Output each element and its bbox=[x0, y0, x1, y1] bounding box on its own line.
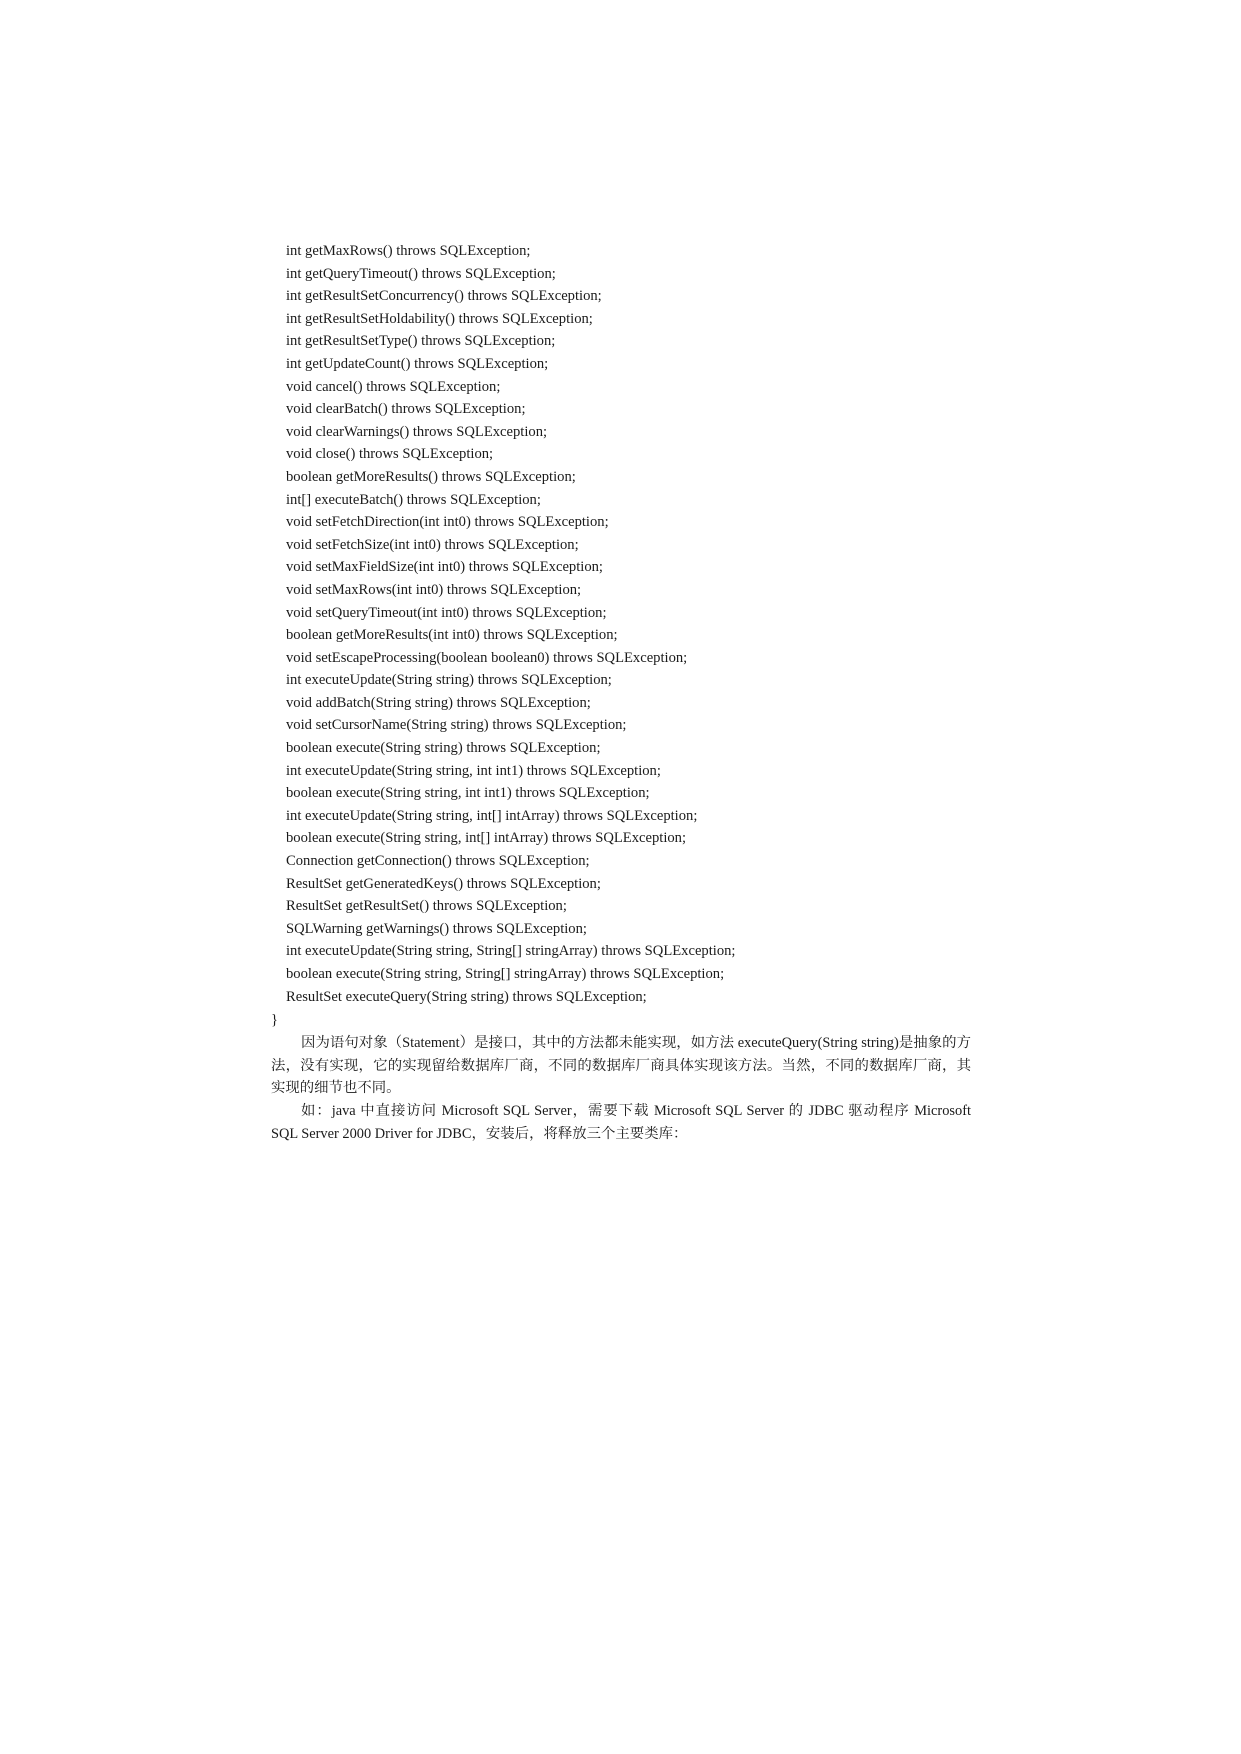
code-line: void cancel() throws SQLException; bbox=[286, 378, 501, 395]
code-line: void addBatch(String string) throws SQLException; bbox=[286, 694, 591, 711]
code-line: void close() throws SQLException; bbox=[286, 446, 494, 463]
body-paragraph: 如：java 中直接访问 Microsoft SQL Server，需要下载 Microsoft SQL Server 的 JDBC 驱动程序 Microsoft SQL Server 2000 Driver for JDBC，安装后，将释放三个主要类库： bbox=[271, 1103, 971, 1142]
code-line: void clearWarnings() throws SQLException; bbox=[286, 423, 548, 440]
code-line: void setFetchSize(int int0) throws SQLException; bbox=[286, 536, 579, 553]
code-line: int executeUpdate(String string, int[] intArray) throws SQLException; bbox=[286, 807, 698, 824]
code-line: void setMaxRows(int int0) throws SQLException; bbox=[286, 581, 582, 598]
closing-brace: } bbox=[271, 1012, 279, 1028]
code-line: int executeUpdate(String string) throws SQLException; bbox=[286, 672, 612, 689]
code-line: int getQueryTimeout() throws SQLException; bbox=[286, 265, 556, 282]
code-line: void setCursorName(String string) throws SQLException; bbox=[286, 717, 627, 734]
code-line: int getResultSetHoldability() throws SQLException; bbox=[286, 310, 593, 327]
code-line: void setMaxFieldSize(int int0) throws SQLException; bbox=[286, 559, 603, 576]
code-line: boolean getMoreResults() throws SQLException; bbox=[286, 468, 576, 485]
code-line: void clearBatch() throws SQLException; bbox=[286, 401, 526, 418]
code-line: int getResultSetType() throws SQLException; bbox=[286, 333, 556, 350]
code-line: int executeUpdate(String string, String[] stringArray) throws SQLException; bbox=[286, 943, 736, 960]
code-line: boolean execute(String string, String[] stringArray) throws SQLException; bbox=[286, 966, 725, 982]
code-line: boolean execute(String string) throws SQLException; bbox=[286, 740, 601, 757]
code-line: SQLWarning getWarnings() throws SQLException; bbox=[286, 920, 587, 937]
code-line: boolean execute(String string, int int1) throws SQLException; bbox=[286, 785, 650, 802]
code-line: void setEscapeProcessing(boolean boolean0) throws SQLException; bbox=[286, 649, 688, 666]
code-line: int getUpdateCount() throws SQLException; bbox=[286, 355, 549, 372]
code-line: ResultSet getGeneratedKeys() throws SQLException; bbox=[286, 875, 601, 892]
code-line: Connection getConnection() throws SQLException; bbox=[286, 853, 590, 870]
code-line: ResultSet getResultSet() throws SQLException; bbox=[286, 898, 567, 915]
code-line: int[] executeBatch() throws SQLException; bbox=[286, 491, 541, 508]
code-line: boolean getMoreResults(int int0) throws SQLException; bbox=[286, 627, 618, 644]
code-line: int getResultSetConcurrency() throws SQLException; bbox=[286, 288, 602, 305]
code-line: void setFetchDirection(int int0) throws SQLException; bbox=[286, 514, 609, 531]
code-line: int executeUpdate(String string, int int1) throws SQLException; bbox=[286, 762, 661, 779]
code-line: void setQueryTimeout(int int0) throws SQLException; bbox=[286, 604, 607, 621]
code-line: boolean execute(String string, int[] intArray) throws SQLException; bbox=[286, 830, 687, 847]
code-line: int getMaxRows() throws SQLException; bbox=[286, 243, 531, 259]
code-line: ResultSet executeQuery(String string) throws SQLException; bbox=[286, 988, 647, 1005]
body-paragraph: 因为语句对象（Statement）是接口，其中的方法都未能实现，如方法 executeQuery(String string)是抽象的方法，没有实现，它的实现留给数据库厂商，不同的数据库厂商具体实现该方法。当然，不同的数据库厂商，其实现的细节也不同。 bbox=[271, 1035, 971, 1097]
code-block bbox=[286, 240, 986, 1008]
